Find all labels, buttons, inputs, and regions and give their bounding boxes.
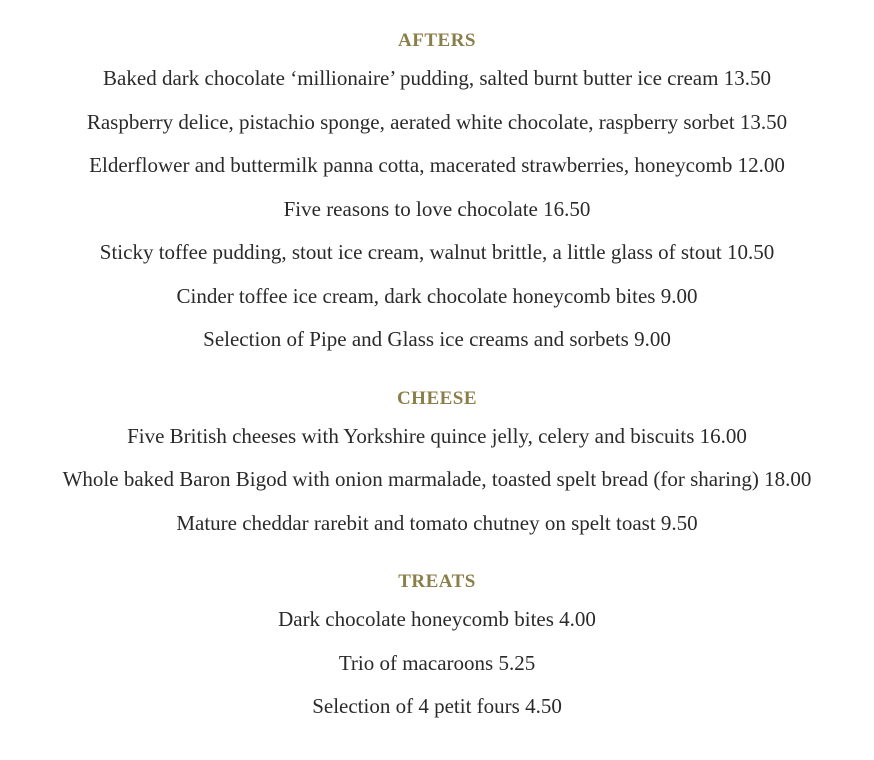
- menu-item-name: Five reasons to love chocolate: [283, 196, 538, 221]
- menu-item-name: Trio of macaroons: [338, 650, 494, 675]
- menu-item-price: 10.50: [726, 240, 775, 264]
- menu-item-name: Elderflower and buttermilk panna cotta, macerated strawberries, honeycomb: [89, 153, 733, 177]
- menu-item: [0, 318, 874, 362]
- menu-item: [0, 642, 874, 686]
- menu-item-name: Five British cheeses with Yorkshire quince jelly, celery and biscuits: [127, 423, 695, 448]
- menu-item: [0, 188, 874, 232]
- menu-item-list: [0, 598, 874, 729]
- menu-item-price: 5.25: [498, 650, 536, 675]
- menu-item-price: 13.50: [723, 66, 771, 90]
- menu-section-treats: [0, 571, 874, 729]
- menu-item: [0, 685, 874, 729]
- menu-item-name: Sticky toffee pudding, stout ice cream, walnut brittle, a little glass of stout: [99, 240, 722, 264]
- menu-item-price: 9.00: [634, 327, 671, 351]
- menu-item-list: [0, 415, 874, 546]
- menu-item-name: Selection of 4 petit fours: [312, 694, 520, 718]
- menu-item: [0, 598, 874, 642]
- menu-item-price: 9.50: [660, 510, 698, 535]
- section-heading: TREATS: [398, 571, 476, 592]
- menu-item: [0, 415, 874, 459]
- menu-item: [0, 502, 874, 546]
- menu-item-price: 16.00: [699, 423, 747, 448]
- menu-section-cheese: [0, 388, 874, 546]
- menu-item-name: Baked dark chocolate ‘millionaire’ pudding, salted burnt butter ice cream: [103, 66, 719, 90]
- menu-item-price: 12.00: [737, 153, 785, 177]
- menu-section-afters: [0, 30, 874, 362]
- menu-item: [0, 144, 874, 188]
- menu-item: [0, 275, 874, 319]
- menu-item-price: 9.00: [660, 283, 698, 308]
- menu-item-name: Cinder toffee ice cream, dark chocolate honeycomb bites: [176, 283, 656, 308]
- menu-item: [0, 101, 874, 145]
- menu-item-name: Mature cheddar rarebit and tomato chutney on spelt toast: [176, 510, 656, 535]
- menu-item-price: 13.50: [739, 109, 788, 134]
- menu-item-price: 4.50: [525, 694, 562, 718]
- menu-item-name: Dark chocolate honeycomb bites: [278, 607, 554, 631]
- menu-item-list: [0, 57, 874, 362]
- menu-item-price: 4.00: [559, 607, 596, 631]
- menu-item: [0, 458, 874, 502]
- menu-item-name: Selection of Pipe and Glass ice creams and sorbets: [203, 327, 629, 351]
- menu-item-price: 18.00: [764, 467, 812, 491]
- section-heading: AFTERS: [398, 30, 476, 51]
- menu-item-name: Whole baked Baron Bigod with onion marmalade, toasted spelt bread (for sharing): [62, 467, 759, 491]
- menu-item-price: 16.50: [543, 196, 591, 221]
- section-heading: CHEESE: [396, 387, 478, 409]
- menu-item: [0, 57, 874, 101]
- menu-item: [0, 231, 874, 275]
- menu-item-name: Raspberry delice, pistachio sponge, aerated white chocolate, raspberry sorbet: [86, 109, 735, 134]
